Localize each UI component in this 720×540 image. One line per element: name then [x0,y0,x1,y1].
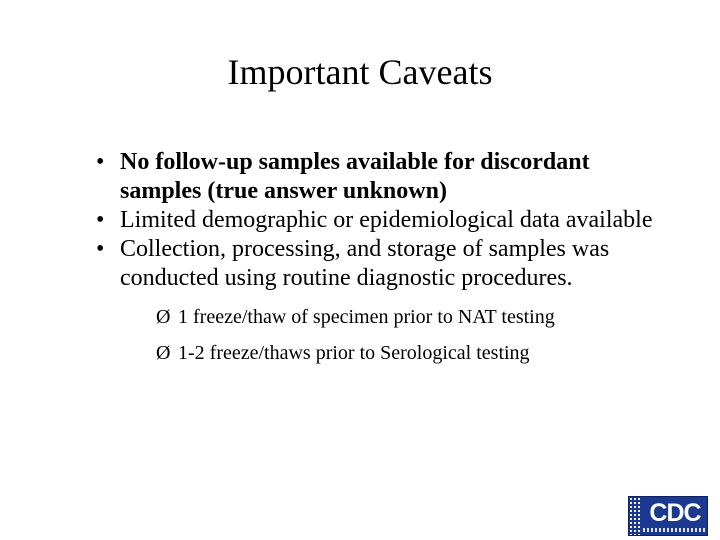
subbullet-item [156,299,692,335]
bullet-icon: • [96,149,105,175]
subbullet-text: 1-2 freeze/thaws prior to Serological testing [178,342,530,364]
cdc-logo [628,496,708,536]
bullet-item [96,148,656,206]
bullet-icon: • [96,236,105,262]
arrow-bullet-icon: Ø [156,342,171,364]
bullet-icon: • [96,207,105,233]
bullet-text: No follow-up samples available for discordant samples (true answer unknown) [120,149,590,204]
slide-title: Important Caveats [227,52,493,92]
bullet-text: Limited demographic or epidemiological data available [120,207,653,233]
bullet-item [96,206,656,235]
logo-text: CDC [649,499,701,527]
logo-tagline [643,528,707,532]
logo-dot-pattern [629,497,641,536]
arrow-bullet-icon: Ø [156,306,171,328]
subbullet-list [156,299,692,371]
subbullet-item [156,335,692,371]
bullet-text: Collection, processing, and storage of samples was conducted using routine diagnostic procedures. [120,236,610,291]
subbullet-text: 1 freeze/thaw of specimen prior to NAT testing [178,306,555,328]
bullet-list [96,148,656,371]
bullet-item [96,235,656,371]
